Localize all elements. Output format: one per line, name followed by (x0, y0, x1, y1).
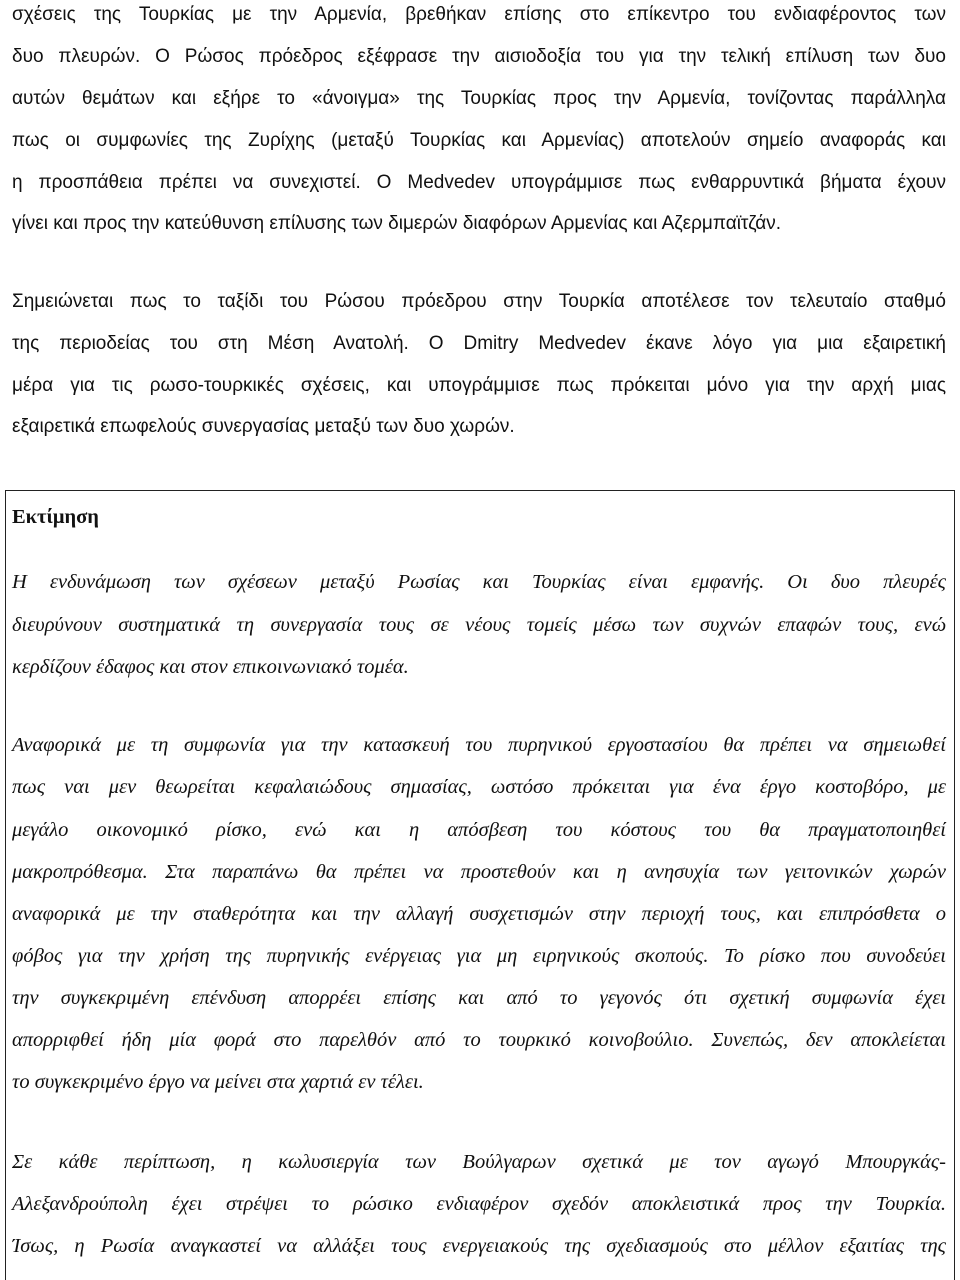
paragraph-line: πως ναι μεν θεωρείται κεφαλαιώδους σημασίας, ωστόσο πρόκειται για ένα έργο κοστοβόρο, με (12, 776, 946, 798)
paragraph-line: μακροπρόθεσμα. Στα παραπάνω θα πρέπει να προστεθούν και η ανησυχία των γειτονικών χωρών (12, 861, 946, 883)
paragraph-line: αυτών θεμάτων και εξήρε το «άνοιγμα» της Τουρκίας προς την Αρμενία, τονίζοντας παράλληλα (12, 88, 946, 109)
paragraph-line: μέρα για τις ρωσο-τουρκικές σχέσεις, και υπογράμμισε πως πρόκειται μόνο για την αρχή μιας (12, 375, 946, 396)
paragraph-line: σχέσεις της Τουρκίας με την Αρμενία, βρεθήκαν επίσης στο επίκεντρο του ενδιαφέροντος των (12, 4, 946, 25)
paragraph-line: την συγκεκριμένη επένδυση απορρέει επίσης και από το γεγονός ότι σχετική συμφωνία έχει (12, 987, 946, 1009)
paragraph-line: φόβος για την χρήση της πυρηνικής ενέργειας για μη ειρηνικούς σκοπούς. Το ρίσκο που συνοδεύει (12, 945, 946, 967)
paragraph-line: εξαιρετικά επωφελούς συνεργασίας μεταξύ των δυο χωρών. (12, 416, 515, 437)
paragraph-line: Ίσως, η Ρωσία αναγκαστεί να αλλάξει τους ενεργειακούς της σχεδιασμούς στο μέλλον εξαιτίας της (12, 1235, 946, 1257)
paragraph-line: αναφορικά με την σταθερότητα και την αλλαγή συσχετισμών στην περιοχή τους, και επιπρόσθετα ο (12, 903, 946, 925)
paragraph-line: δυο πλευρών. Ο Ρώσος πρόεδρος εξέφρασε την αισιοδοξία του για την τελική επίλυση των δυο (12, 46, 946, 67)
paragraph-line: Σημειώνεται πως το ταξίδι του Ρώσου πρόεδρου στην Τουρκία αποτέλεσε τον τελευταίο σταθμό (12, 291, 946, 312)
paragraph-line: πως οι συμφωνίες της Ζυρίχης (μεταξύ Τουρκίας και Αρμενίας) αποτελούν σημείο αναφοράς και (12, 130, 946, 151)
paragraph-line: Αλεξανδρούπολη έχει στρέψει το ρώσικο ενδιαφέρον σχεδόν αποκλειστικά προς την Τουρκία. (12, 1193, 946, 1215)
paragraph-line: γίνει και προς την κατεύθυνση επίλυσης των διμερών διαφόρων Αρμενίας και Αζερμπαϊτζάν. (12, 213, 782, 234)
paragraph-line: το συγκεκριμένο έργο να μείνει στα χαρτιά εν τέλει. (12, 1071, 424, 1093)
paragraph-line: κερδίζουν έδαφος και στον επικοινωνιακό τομέα. (12, 656, 409, 678)
section-heading: Εκτίμηση (12, 506, 99, 528)
paragraph-line: η προσπάθεια πρέπει να συνεχιστεί. Ο Medvedev υπογράμμισε πως ενθαρρυντικά βήματα έχουν (12, 172, 946, 193)
paragraph-line: Η ενδυνάμωση των σχέσεων μεταξύ Ρωσίας και Τουρκίας είναι εμφανής. Οι δυο πλευρές (12, 571, 946, 593)
paragraph-line: μεγάλο οικονομικό ρίσκο, ενώ και η απόσβεση του κόστους του θα πραγματοποιηθεί (12, 819, 946, 841)
paragraph-line: της περιοδείας του στη Μέση Ανατολή. Ο Dmitry Medvedev έκανε λόγο για μια εξαιρετική (12, 333, 946, 354)
paragraph-line: Σε κάθε περίπτωση, η κωλυσιεργία των Βούλγαρων σχετικά με τον αγωγό Μπουργκάς- (12, 1151, 946, 1173)
paragraph-line: Αναφορικά με τη συμφωνία για την κατασκευή του πυρηνικού εργοστασίου θα πρέπει να σημειωθεί (12, 734, 946, 756)
paragraph-line: απορριφθεί ήδη μία φορά στο παρελθόν από το τουρκικό κοινοβούλιο. Συνεπώς, δεν αποκλείεται (12, 1029, 946, 1051)
paragraph-line: διευρύνουν συστηματικά τη συνεργασία τους σε νέους τομείς μέσω των συχνών επαφών τους, ενώ (12, 614, 946, 636)
